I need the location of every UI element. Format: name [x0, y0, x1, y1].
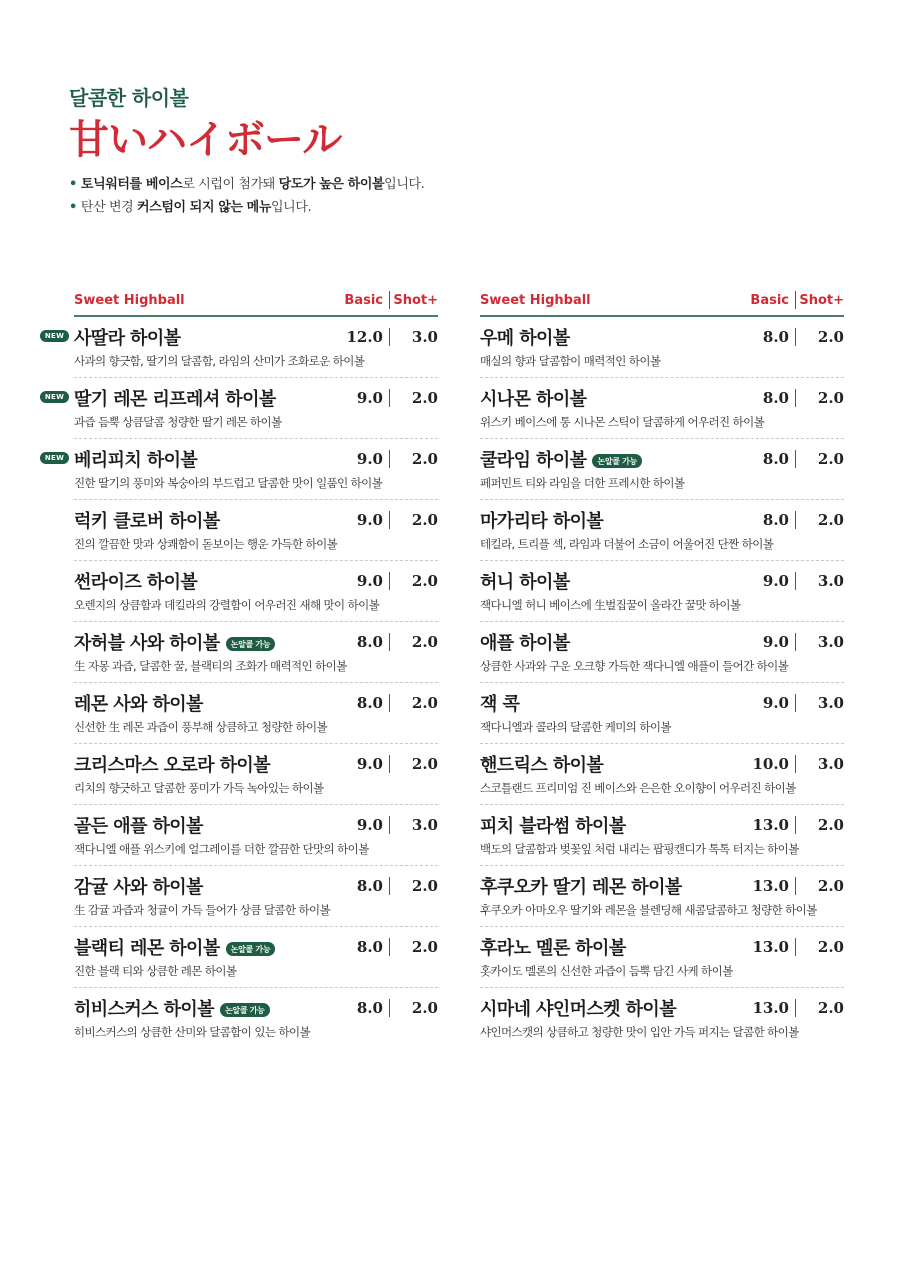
price-shot: 2.0 [817, 999, 844, 1017]
price-basic: 9.0 [762, 572, 789, 590]
menu-item-row [480, 569, 844, 593]
menu-item [480, 927, 844, 988]
menu-item-description: 과즙 듬뿍 상큼달콤 청량한 딸기 레몬 하이볼 [74, 415, 282, 429]
menu-item-row [74, 325, 438, 349]
note-2-strong-2: 커스텀이 되지 않는 메뉴 [137, 200, 271, 215]
menu-item [44, 317, 438, 378]
menu-item-row [480, 447, 844, 471]
menu-item-description: 상큼한 사과와 구운 오크향 가득한 잭다니엘 애플이 들어간 하이볼 [480, 659, 789, 673]
price-basic: 8.0 [762, 511, 789, 529]
new-badge: NEW [40, 330, 69, 342]
menu-item-description: 진한 딸기의 풍미와 복숭아의 부드럽고 달콤한 맛이 일품인 하이볼 [74, 476, 383, 490]
menu-item-name [480, 568, 570, 594]
menu-item-name [74, 324, 180, 350]
price-shot: 2.0 [817, 938, 844, 956]
menu-item-name [480, 507, 603, 533]
menu-item-description: 위스키 베이스에 통 시나몬 스틱이 달콤하게 어우러진 하이볼 [480, 415, 765, 429]
menu-item-row [74, 447, 438, 471]
menu-item-name-text: 후라노 멜론 하이볼 [480, 938, 626, 959]
price-shot: 3.0 [411, 816, 438, 834]
menu-column-right [480, 285, 844, 1049]
menu-item [480, 317, 844, 378]
non-alcohol-badge: 논알콜 가능 [592, 454, 642, 468]
menu-item-name-text: 애플 하이볼 [480, 633, 570, 654]
menu-item-name-text: 사딸라 하이볼 [74, 328, 181, 349]
menu-item-description: 잭다니엘 애플 위스키에 얼그레이를 더한 깔끔한 단맛의 하이볼 [74, 842, 369, 856]
menu-item-name-text: 우메 하이볼 [480, 328, 570, 349]
menu-item [74, 500, 438, 561]
menu-item-name-text: 감귤 사와 하이볼 [74, 877, 203, 898]
menu-item-row [480, 386, 844, 410]
menu-item [480, 988, 844, 1049]
menu-item-name-text: 시마네 샤인머스켓 하이볼 [480, 999, 677, 1020]
menu-item-description: 리치의 향긋하고 달콤한 풍미가 가득 녹아있는 하이볼 [74, 781, 324, 795]
menu-item-name [480, 446, 642, 472]
menu-item-name [74, 385, 276, 411]
menu-item-name [480, 873, 682, 899]
menu-item [74, 805, 438, 866]
price-shot: 2.0 [817, 328, 844, 346]
price-shot: 2.0 [817, 450, 844, 468]
price-basic: 13.0 [752, 877, 789, 895]
menu-item-name [74, 751, 270, 777]
menu-item-name-text: 쿨라임 하이볼 [480, 450, 587, 471]
price-basic: 8.0 [762, 328, 789, 346]
menu-item-description: 진의 깔끔한 맛과 상쾌함이 돋보이는 행운 가득한 하이볼 [74, 537, 338, 551]
menu-item-name-text: 베리피치 하이볼 [74, 450, 198, 471]
menu-item-name [74, 629, 275, 655]
menu-item-name-text: 후쿠오카 딸기 레몬 하이볼 [480, 877, 682, 898]
column-header-title: Sweet Highball [74, 292, 185, 308]
menu-item-name [480, 690, 519, 716]
note-1-text-2: 로 시럽이 첨가돼 [182, 177, 279, 192]
price-basic: 9.0 [356, 572, 383, 590]
menu-item [480, 866, 844, 927]
menu-item-name-text: 핸드릭스 하이볼 [480, 755, 604, 776]
price-basic: 9.0 [356, 389, 383, 407]
price-shot: 2.0 [411, 938, 438, 956]
menu-item-description: 후쿠오카 아마오우 딸기와 레몬을 블렌딩해 새콤달콤하고 청량한 하이볼 [480, 903, 817, 917]
menu-item [480, 500, 844, 561]
menu-item-name [480, 751, 603, 777]
price-basic: 10.0 [752, 755, 789, 773]
menu-item-name-text: 골든 애플 하이볼 [74, 816, 203, 837]
menu-item-name-text: 히비스커스 하이볼 [74, 999, 214, 1020]
menu-item [44, 439, 438, 500]
section-title: 甘いハイボール [69, 117, 342, 163]
menu-item-description: 오렌지의 상큼함과 데킬라의 강렬함이 어우러진 새해 맛이 하이볼 [74, 598, 380, 612]
price-basic: 8.0 [356, 633, 383, 651]
menu-item-description: 페퍼민트 티와 라임을 더한 프레시한 하이볼 [480, 476, 685, 490]
menu-item-description: 스코틀랜드 프리미엄 진 베이스와 은은한 오이향이 어우러진 하이볼 [480, 781, 796, 795]
column-header [480, 285, 844, 317]
price-basic: 9.0 [356, 511, 383, 529]
menu-header [69, 82, 424, 219]
price-shot: 3.0 [817, 694, 844, 712]
price-shot: 2.0 [411, 877, 438, 895]
menu-item-row [480, 630, 844, 654]
bullet-icon: • [69, 177, 77, 192]
price-shot: 2.0 [411, 755, 438, 773]
menu-item-name [480, 324, 570, 350]
price-shot: 3.0 [817, 633, 844, 651]
menu-item-row [74, 569, 438, 593]
menu-item-name [74, 812, 203, 838]
menu-item-row [74, 874, 438, 898]
price-shot: 2.0 [817, 816, 844, 834]
price-basic: 8.0 [356, 694, 383, 712]
menu-item-description: 홋카이도 멜론의 신선한 과즙이 듬뿍 담긴 사케 하이볼 [480, 964, 733, 978]
menu-item-name [74, 934, 275, 960]
column-header-shot: Shot+ [799, 292, 844, 308]
menu-item-row [480, 813, 844, 837]
price-basic: 9.0 [762, 694, 789, 712]
menu-item-description: 신선한 生 레몬 과즙이 풍부해 상큼하고 청량한 하이볼 [74, 720, 327, 734]
menu-item-name [74, 446, 197, 472]
new-badge: NEW [40, 391, 69, 403]
menu-item-row [480, 508, 844, 532]
menu-item-row [74, 508, 438, 532]
menu-item-row [480, 996, 844, 1020]
price-shot: 3.0 [817, 755, 844, 773]
menu-item-name [480, 812, 626, 838]
menu-item [74, 683, 438, 744]
menu-item-row [74, 752, 438, 776]
menu-item-row [480, 325, 844, 349]
menu-item-description: 生 감귤 과즙과 청귤이 가득 들어가 상큼 달콤한 하이볼 [74, 903, 331, 917]
menu-column-left [44, 285, 438, 1049]
non-alcohol-badge: 논알콜 가능 [226, 637, 276, 651]
menu-item [480, 622, 844, 683]
price-basic: 8.0 [762, 389, 789, 407]
menu-item-row [74, 935, 438, 959]
menu-item-description: 백도의 달콤함과 벚꽃잎 처럼 내리는 팝핑캔디가 톡톡 터지는 하이볼 [480, 842, 799, 856]
column-header-basic: Basic [344, 292, 383, 308]
price-shot: 2.0 [411, 572, 438, 590]
menu-item [480, 561, 844, 622]
menu-item [74, 927, 438, 988]
menu-list [44, 317, 438, 1049]
price-basic: 9.0 [356, 816, 383, 834]
note-1-text-4: 입니다. [384, 177, 425, 192]
menu-item-name-text: 허니 하이볼 [480, 572, 570, 593]
price-shot: 2.0 [411, 389, 438, 407]
menu-item-name [74, 873, 203, 899]
price-basic: 8.0 [762, 450, 789, 468]
price-basic: 9.0 [356, 755, 383, 773]
menu-item-description: 샤인머스캣의 상큼하고 청량한 맛이 입안 가득 퍼지는 달콤한 하이볼 [480, 1025, 799, 1039]
price-shot: 3.0 [817, 572, 844, 590]
price-basic: 8.0 [356, 877, 383, 895]
price-shot: 2.0 [817, 877, 844, 895]
price-basic: 13.0 [752, 816, 789, 834]
menu-item-name-text: 썬라이즈 하이볼 [74, 572, 198, 593]
menu-list [480, 317, 844, 1049]
column-header-basic: Basic [750, 292, 789, 308]
notes [69, 173, 424, 219]
menu-item-name-text: 레몬 사와 하이볼 [74, 694, 203, 715]
menu-item [480, 805, 844, 866]
menu-item [74, 866, 438, 927]
menu-item [44, 378, 438, 439]
menu-item [480, 744, 844, 805]
price-shot: 3.0 [411, 328, 438, 346]
menu-item-name-text: 잭 콕 [480, 694, 520, 715]
menu-item-row [74, 996, 438, 1020]
column-header-shot: Shot+ [393, 292, 438, 308]
menu-item-name [480, 385, 586, 411]
menu-item-name [480, 934, 626, 960]
price-shot: 2.0 [411, 999, 438, 1017]
section-subtitle: 달콤한 하이볼 [69, 86, 189, 110]
new-badge: NEW [40, 452, 69, 464]
column-header-title: Sweet Highball [480, 292, 591, 308]
price-shot: 2.0 [817, 389, 844, 407]
menu-item [74, 988, 438, 1049]
menu-item [74, 744, 438, 805]
price-shot: 2.0 [817, 511, 844, 529]
menu-item-name-text: 럭키 클로버 하이볼 [74, 511, 220, 532]
menu-item-description: 生 자몽 과즙, 달콤한 꿀, 블랙티의 조화가 매력적인 하이볼 [74, 659, 347, 673]
menu-item-row [480, 874, 844, 898]
bullet-icon: • [69, 200, 77, 215]
price-basic: 8.0 [356, 938, 383, 956]
menu-item-row [480, 752, 844, 776]
menu-item-row [74, 386, 438, 410]
price-shot: 2.0 [411, 450, 438, 468]
price-basic: 8.0 [356, 999, 383, 1017]
price-basic: 12.0 [346, 328, 383, 346]
note-2 [69, 196, 424, 219]
menu-item-row [74, 630, 438, 654]
menu-item-name [480, 629, 570, 655]
menu-item-name-text: 피치 블라썸 하이볼 [480, 816, 626, 837]
note-1-strong-1: 토닉워터를 베이스 [80, 177, 183, 192]
price-shot: 2.0 [411, 511, 438, 529]
menu-item [74, 561, 438, 622]
menu-item-description: 잭다니엘과 콜라의 달콤한 케미의 하이볼 [480, 720, 671, 734]
price-basic: 9.0 [356, 450, 383, 468]
price-shot: 2.0 [411, 694, 438, 712]
menu-item-name-text: 딸기 레몬 리프레셔 하이볼 [74, 389, 276, 410]
price-basic: 13.0 [752, 999, 789, 1017]
menu-item-name [74, 690, 203, 716]
non-alcohol-badge: 논알콜 가능 [220, 1003, 270, 1017]
menu-item-name [74, 568, 197, 594]
price-shot: 2.0 [411, 633, 438, 651]
column-header [74, 285, 438, 317]
note-2-text-3: 입니다. [271, 200, 312, 215]
menu-item-name-text: 마가리타 하이볼 [480, 511, 604, 532]
menu-item-row [74, 691, 438, 715]
price-basic: 13.0 [752, 938, 789, 956]
menu-item [480, 378, 844, 439]
menu-item-name-text: 시나몬 하이볼 [480, 389, 587, 410]
price-basic: 9.0 [762, 633, 789, 651]
menu-item-name-text: 크리스마스 오로라 하이볼 [74, 755, 271, 776]
menu-item-description: 잭다니엘 허니 베이스에 生벌집꿀이 올라간 꿀맛 하이볼 [480, 598, 741, 612]
menu-item-row [74, 813, 438, 837]
menu-item-name [480, 995, 676, 1021]
menu-item-row [480, 691, 844, 715]
non-alcohol-badge: 논알콜 가능 [226, 942, 276, 956]
menu-item [480, 683, 844, 744]
menu-item-name-text: 블랙티 레몬 하이볼 [74, 938, 220, 959]
menu-item-description: 매실의 향과 달콤함이 매력적인 하이볼 [480, 354, 661, 368]
note-1 [69, 173, 424, 196]
menu-item-description: 히비스커스의 상큼한 산미와 달콤함이 있는 하이볼 [74, 1025, 310, 1039]
note-1-strong-3: 당도가 높은 하이볼 [278, 177, 385, 192]
menu-item-row [480, 935, 844, 959]
menu-item-description: 진한 블랙 티와 상큼한 레몬 하이볼 [74, 964, 237, 978]
menu-item-description: 사과의 향긋함, 딸기의 달콤함, 라임의 산미가 조화로운 하이볼 [74, 354, 365, 368]
menu-item-name-text: 자허블 사와 하이볼 [74, 633, 220, 654]
menu-item-name [74, 995, 270, 1021]
menu-item-name [74, 507, 220, 533]
note-2-text-1: 탄산 변경 [80, 200, 138, 215]
menu-item-description: 테킬라, 트리플 섹, 라임과 더불어 소금이 어울어진 단짠 하이볼 [480, 537, 774, 551]
menu-item [480, 439, 844, 500]
menu-item [74, 622, 438, 683]
